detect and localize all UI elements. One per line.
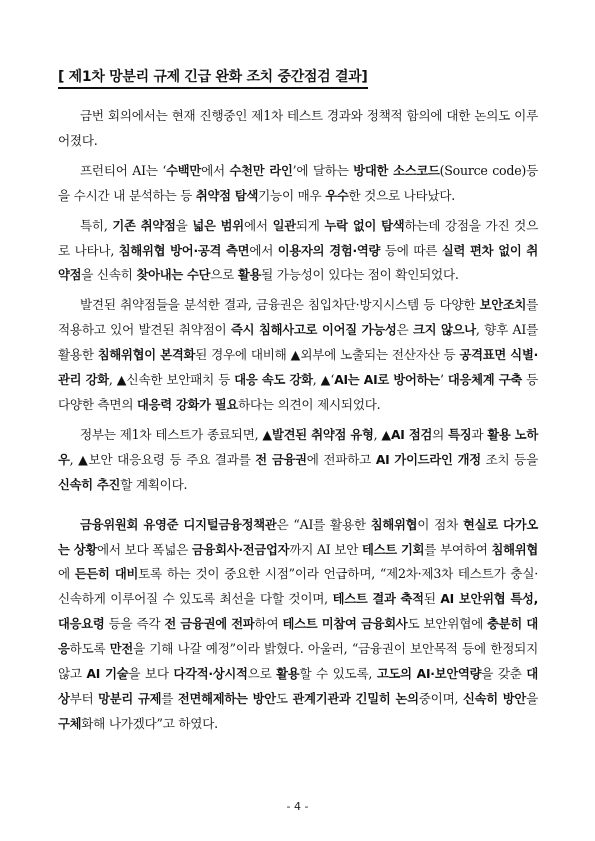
section-heading: [ 제1차 망분리 규제 긴급 완화 조치 중간점검 결과] [58,66,368,89]
body-text: 을 보다 [128,666,174,682]
body-text: , ▲신속한 보안패치 등 [108,372,235,388]
emphasis-text: AI는 AI로 방어하는 [334,373,440,388]
body-text: ’ [439,372,448,388]
paragraph-analysis [58,293,538,418]
body-text: 중이며, [418,690,463,706]
body-text: 등 다양한 측면의 [58,372,539,412]
body-text: , ▲ [373,426,392,442]
body-text: 에서 [243,217,273,233]
body-text: 된 경우에 대비해 ▲외부에 노출되는 전산자산 등 [195,347,460,363]
body-text: 을 [175,217,193,233]
body-text: 을 [526,690,538,706]
emphasis-text: 구체 [58,716,82,731]
emphasis-text: 대응체계 구축 [447,373,522,388]
body-text: (Source code)등을 수시간 내 분석하는 등 [58,162,538,203]
page-number: - 4 - [286,800,309,813]
body-text: 과 [471,426,488,442]
emphasis-text: 침해위협 [370,517,418,532]
body-text: 하는데 강점을 가진 것으로 나타나, [58,217,538,258]
body-text: ’에 달하는 [292,162,354,178]
emphasis-text: 대상 [58,667,538,706]
body-text: 으로 [247,666,277,682]
emphasis-text: 만전 [109,642,134,657]
emphasis-text: AI 점검 [391,427,433,442]
emphasis-text: 다각적·상시적 [173,667,248,682]
paragraph-official-quote [58,513,538,737]
body-text: 도 보안위협에 [407,616,488,632]
body-text: 발견된 취약점들을 분석한 결과, 금융권은 침입차단·방지시스템 등 다양한 [80,297,480,313]
emphasis-text: 테스트 기회 [362,542,425,557]
body-text: 정부는 제1차 테스트가 종료되면, ▲ [80,426,273,442]
body-text: 할 계획이다. [120,476,188,492]
paragraph-government-plan [58,423,538,498]
body-text: 부터 [69,690,99,706]
paragraph-strengths [58,214,538,289]
emphasis-text: 관계기관과 긴밀히 논의 [292,691,419,706]
paragraph-discussion-intro [58,104,538,154]
emphasis-text: 활용 [276,667,300,682]
body-text: 을 신속히 [81,267,137,283]
emphasis-text: 발견된 취약점 유형 [272,427,374,442]
emphasis-text: 누락 없이 탐색 [324,218,405,233]
body-text: 이 점차 [417,516,463,532]
emphasis-text: 대응 속도 강화 [234,373,313,388]
emphasis-text: AI 가이드라인 개정 [375,452,481,467]
emphasis-text: 테스트 미참여 금융회사 [282,617,408,632]
body-text: 에서 [201,162,230,178]
paragraph-frontier-ai [58,159,538,209]
emphasis-text: AI 기술 [86,667,129,682]
body-text: 금번 회의에서는 현재 진행중인 제1차 테스트 경과와 정책적 함의에 대한 논의도 이루어졌다. [58,108,538,148]
emphasis-text: 망분리 규제 [98,691,162,706]
body-text: , ▲‘ [312,372,335,388]
emphasis-text: 침해위협이 본격화 [97,348,196,363]
body-text: 에 전파하고 [306,451,376,467]
emphasis-text: 활용 노하우 [58,427,539,467]
emphasis-text: 활용 [237,268,262,283]
body-text: 을 기해 나갈 예정”이라 밝혔다. 아울러, “금융권이 보안목적 등에 한정되지 않고 [58,641,538,682]
body-text: 한 것으로 나타났다. [348,187,456,203]
emphasis-text: 금융위원회 유영준 디지털금융정책관 [80,517,277,532]
emphasis-text: 방대한 소스코드 [353,163,440,178]
body-text: 조치 등을 [480,451,538,467]
body-text: 될 가능성이 있다는 점이 확인되었다. [261,267,459,283]
body-text: 까지 AI 보안 [289,541,363,557]
body-text: 에서 [249,242,278,258]
emphasis-text: 전 금융권에 전파 [164,617,255,632]
body-text: 를 부여하여 [424,541,492,557]
document-body [58,104,538,742]
emphasis-text: 수천만 라인 [229,163,293,178]
emphasis-text: AI 보안위협 특성, 대응요령 [58,592,538,632]
body-text: 특히, [80,217,113,233]
body-text: 등을 즉각 [104,616,165,632]
emphasis-text: 충분히 대응 [58,617,539,657]
emphasis-text: 실력 편차 없이 취약점 [58,243,539,283]
emphasis-text: 크지 않으나 [412,323,476,338]
body-text: 기능이 매우 [258,187,326,203]
body-text: 화해 나가겠다”고 하였다. [81,715,218,731]
emphasis-text: 즉시 침해사고로 이어질 가능성 [230,323,397,338]
body-text: 에서 보다 폭넓은 [96,541,192,557]
body-text: 하도록 [69,641,110,657]
emphasis-text: 신속히 추진 [58,477,121,492]
emphasis-text: 넓은 범위 [192,218,244,233]
emphasis-text: 찾아내는 수단 [136,268,211,283]
body-text: 에 [58,566,75,582]
emphasis-text: 대응력 강화가 필요 [137,397,239,412]
body-text: 를 [161,690,178,706]
body-text: 의 [432,426,449,442]
emphasis-text: 고도의 AI·보안역량 [376,667,482,682]
emphasis-text: 침해위협 방어·공격 측면 [118,243,250,258]
emphasis-text: 현실로 다가오는 상황 [58,517,538,557]
emphasis-text: 금융회사·전금업자 [191,542,290,557]
body-text: 를 적용하고 있어 발견된 취약점이 [58,297,538,338]
emphasis-text: 든든히 대비 [74,567,139,582]
emphasis-text: 일관 [272,218,296,233]
body-text: 은 [396,322,413,338]
body-text: 된 [423,591,441,607]
emphasis-text: 기존 취약점 [112,218,176,233]
emphasis-text: 공격표면 식별·관리 강화 [58,348,538,388]
body-text: 등에 따른 [380,242,442,258]
emphasis-text: 우수 [325,188,349,203]
emphasis-text: 특징 [448,427,472,442]
body-text: , 향후 AI를 활용한 [58,322,539,363]
body-text: 되게 [295,217,325,233]
body-text: 은 “AI를 활용한 [276,516,371,532]
emphasis-text: 취약점 탐색 [195,188,259,203]
body-text: 을 갖춘 [481,666,527,682]
emphasis-text: 수백만 [166,163,202,178]
body-text: , ▲보안 대응요령 등 주요 결과를 [69,451,256,467]
emphasis-text: 신속히 방안 [462,691,527,706]
body-text: 하다는 의견이 제시되었다. [238,396,381,412]
body-text: 프런티어 AI는 ‘ [80,162,167,178]
emphasis-text: 전 금융권 [255,452,307,467]
body-text: 하여 [254,616,283,632]
body-text: 도 [275,690,293,706]
body-text: 으로 [210,267,238,283]
emphasis-text: 전면해제하는 방안 [177,691,276,706]
emphasis-text: 테스트 결과 축적 [332,592,424,607]
emphasis-text: 이용자의 경험·역량 [277,243,381,258]
body-text: 할 수 있도록, [299,666,377,682]
body-text: 토록 하는 것이 중요한 시점”이라 언급하며, “제2차·제3차 테스트가 충실·신속하게 이루어질 수 있도록 최선을 다할 것이며, [58,566,538,607]
emphasis-text: 침해위협 [491,542,538,557]
emphasis-text: 보안조치 [479,298,527,313]
